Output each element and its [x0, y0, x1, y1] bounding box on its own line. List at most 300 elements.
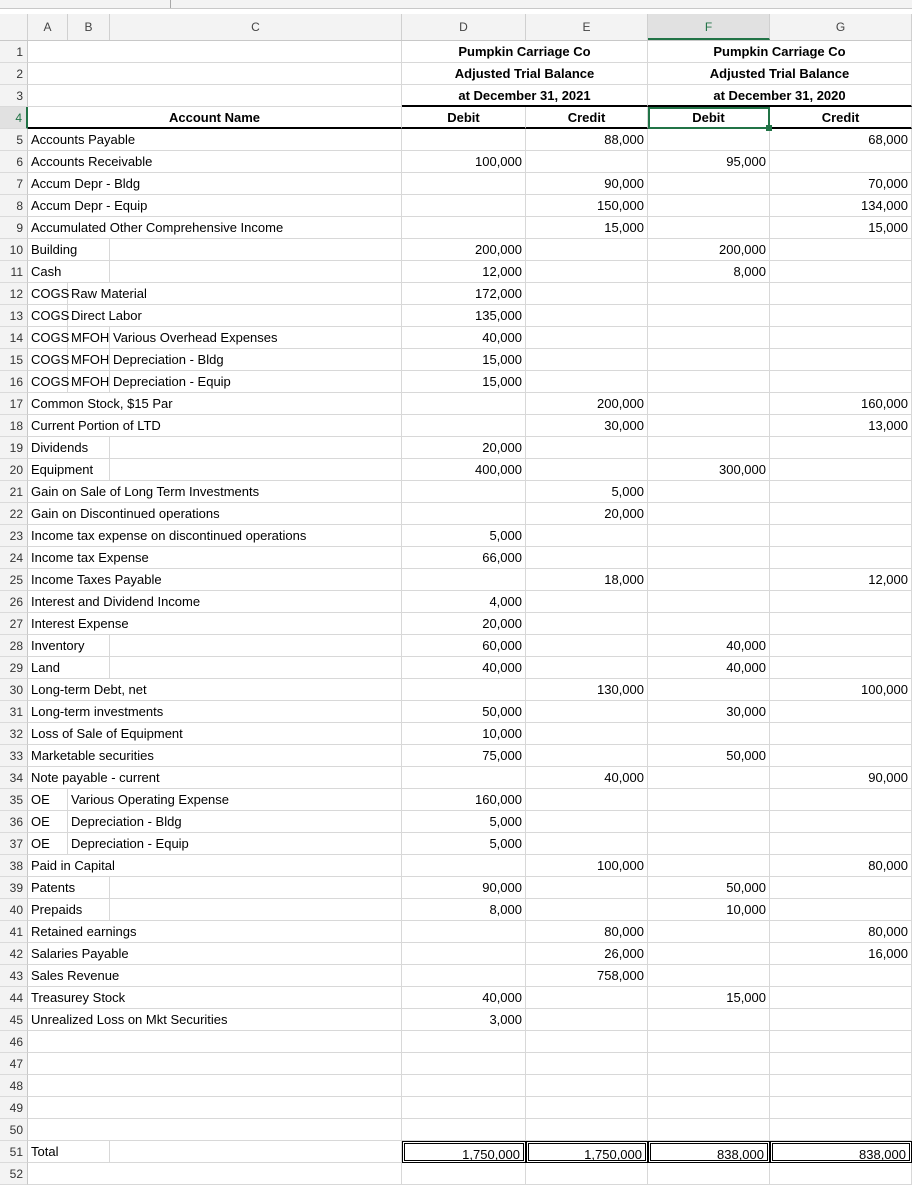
account-cell[interactable]: Marketable securities — [28, 745, 402, 767]
cell-empty[interactable] — [110, 899, 402, 921]
debit-2021-cell[interactable]: 66,000 — [402, 547, 526, 569]
total-debit-2021[interactable]: 1,750,000 — [402, 1141, 526, 1163]
row-number[interactable]: 4 — [0, 107, 28, 129]
debit-2020-cell[interactable] — [648, 349, 770, 371]
account-cell[interactable]: Accounts Receivable — [28, 151, 402, 173]
credit-2020-cell[interactable]: 80,000 — [770, 855, 912, 877]
cell-empty[interactable] — [28, 63, 402, 85]
row-number[interactable]: 48 — [0, 1075, 28, 1097]
debit-2020-cell[interactable]: 95,000 — [648, 151, 770, 173]
header-2020-line[interactable]: Pumpkin Carriage Co — [648, 41, 912, 63]
cell-empty[interactable] — [402, 1097, 526, 1119]
cell-empty[interactable] — [110, 877, 402, 899]
header-2020-line[interactable]: Adjusted Trial Balance — [648, 63, 912, 85]
credit-2021-cell[interactable] — [526, 745, 648, 767]
account-cell[interactable]: Salaries Payable — [28, 943, 402, 965]
debit-2021-cell[interactable]: 40,000 — [402, 327, 526, 349]
credit-2021-cell[interactable] — [526, 1009, 648, 1031]
debit-2021-cell[interactable] — [402, 965, 526, 987]
debit-2020-cell[interactable] — [648, 789, 770, 811]
debit-2020-cell[interactable] — [648, 613, 770, 635]
account-sub-cell[interactable]: Raw Material — [68, 283, 402, 305]
credit-2020-cell[interactable]: 90,000 — [770, 767, 912, 789]
credit-2021-cell[interactable]: 30,000 — [526, 415, 648, 437]
account-cell[interactable]: Inventory — [28, 635, 110, 657]
account-cell[interactable]: Income tax expense on discontinued operations — [28, 525, 402, 547]
credit-2021-cell[interactable]: 15,000 — [526, 217, 648, 239]
debit-2020-cell[interactable] — [648, 371, 770, 393]
account-cell[interactable]: Cash — [28, 261, 110, 283]
cell-empty[interactable] — [526, 1119, 648, 1141]
credit-header-2020[interactable]: Credit — [770, 107, 912, 129]
debit-2020-cell[interactable] — [648, 481, 770, 503]
credit-2020-cell[interactable] — [770, 151, 912, 173]
row-number[interactable]: 29 — [0, 657, 28, 679]
credit-2021-cell[interactable]: 26,000 — [526, 943, 648, 965]
header-2020-line[interactable]: at December 31, 2020 — [648, 85, 912, 107]
cell-empty[interactable] — [526, 1053, 648, 1075]
credit-2021-cell[interactable] — [526, 261, 648, 283]
account-cell[interactable]: Land — [28, 657, 110, 679]
credit-2021-cell[interactable] — [526, 525, 648, 547]
credit-2020-cell[interactable] — [770, 437, 912, 459]
account-detail-cell[interactable]: Various Overhead Expenses — [110, 327, 402, 349]
debit-2020-cell[interactable] — [648, 437, 770, 459]
row-number[interactable]: 12 — [0, 283, 28, 305]
debit-2021-cell[interactable] — [402, 415, 526, 437]
row-number[interactable]: 23 — [0, 525, 28, 547]
credit-2020-cell[interactable] — [770, 789, 912, 811]
credit-2021-cell[interactable] — [526, 591, 648, 613]
cell-empty[interactable] — [648, 1119, 770, 1141]
row-number[interactable]: 51 — [0, 1141, 28, 1163]
credit-2021-cell[interactable]: 150,000 — [526, 195, 648, 217]
account-cell[interactable]: Note payable - current — [28, 767, 402, 789]
account-cell[interactable]: Paid in Capital — [28, 855, 402, 877]
credit-2020-cell[interactable] — [770, 657, 912, 679]
row-number[interactable]: 44 — [0, 987, 28, 1009]
row-number[interactable]: 40 — [0, 899, 28, 921]
row-number[interactable]: 21 — [0, 481, 28, 503]
cell-empty[interactable] — [402, 1031, 526, 1053]
row-number[interactable]: 7 — [0, 173, 28, 195]
credit-2020-cell[interactable] — [770, 745, 912, 767]
column-header-b[interactable]: B — [68, 14, 110, 40]
cell-empty[interactable] — [648, 1075, 770, 1097]
debit-2020-cell[interactable] — [648, 811, 770, 833]
row-number[interactable]: 33 — [0, 745, 28, 767]
credit-2020-cell[interactable] — [770, 371, 912, 393]
row-number[interactable]: 1 — [0, 41, 28, 63]
cell-empty[interactable] — [402, 1163, 526, 1185]
row-number[interactable]: 5 — [0, 129, 28, 151]
credit-2021-cell[interactable]: 88,000 — [526, 129, 648, 151]
credit-2020-cell[interactable] — [770, 591, 912, 613]
credit-2021-cell[interactable]: 130,000 — [526, 679, 648, 701]
credit-2020-cell[interactable]: 68,000 — [770, 129, 912, 151]
debit-2020-cell[interactable] — [648, 833, 770, 855]
account-cell[interactable]: Interest Expense — [28, 613, 402, 635]
credit-2021-cell[interactable] — [526, 789, 648, 811]
account-cell[interactable]: Unrealized Loss on Mkt Securities — [28, 1009, 402, 1031]
debit-2021-cell[interactable]: 75,000 — [402, 745, 526, 767]
cell-empty[interactable] — [28, 1163, 402, 1185]
debit-2021-cell[interactable]: 5,000 — [402, 525, 526, 547]
credit-2020-cell[interactable]: 13,000 — [770, 415, 912, 437]
debit-2021-cell[interactable]: 15,000 — [402, 349, 526, 371]
debit-2021-cell[interactable] — [402, 393, 526, 415]
debit-2021-cell[interactable]: 15,000 — [402, 371, 526, 393]
debit-2020-cell[interactable] — [648, 767, 770, 789]
cell-empty[interactable] — [28, 1119, 402, 1141]
debit-2021-cell[interactable] — [402, 943, 526, 965]
debit-2020-cell[interactable]: 200,000 — [648, 239, 770, 261]
credit-2021-cell[interactable] — [526, 723, 648, 745]
row-number[interactable]: 25 — [0, 569, 28, 591]
credit-2021-cell[interactable] — [526, 437, 648, 459]
column-header-g[interactable]: G — [770, 14, 912, 40]
credit-2020-cell[interactable] — [770, 327, 912, 349]
cell-empty[interactable] — [770, 1053, 912, 1075]
debit-2021-cell[interactable] — [402, 503, 526, 525]
debit-2021-cell[interactable]: 5,000 — [402, 811, 526, 833]
credit-header-2021[interactable]: Credit — [526, 107, 648, 129]
debit-2021-cell[interactable]: 3,000 — [402, 1009, 526, 1031]
credit-2021-cell[interactable] — [526, 371, 648, 393]
row-number[interactable]: 20 — [0, 459, 28, 481]
row-number[interactable]: 27 — [0, 613, 28, 635]
credit-2020-cell[interactable] — [770, 547, 912, 569]
row-number[interactable]: 49 — [0, 1097, 28, 1119]
cell-empty[interactable] — [110, 1141, 402, 1163]
cell-empty[interactable] — [110, 239, 402, 261]
credit-2020-cell[interactable] — [770, 613, 912, 635]
debit-2020-cell[interactable] — [648, 173, 770, 195]
debit-2020-cell[interactable]: 30,000 — [648, 701, 770, 723]
row-number[interactable]: 34 — [0, 767, 28, 789]
cell-empty[interactable] — [110, 437, 402, 459]
debit-2021-cell[interactable]: 5,000 — [402, 833, 526, 855]
row-number[interactable]: 45 — [0, 1009, 28, 1031]
credit-2021-cell[interactable] — [526, 305, 648, 327]
debit-2021-cell[interactable] — [402, 855, 526, 877]
debit-2021-cell[interactable]: 400,000 — [402, 459, 526, 481]
debit-header-2021[interactable]: Debit — [402, 107, 526, 129]
account-cell[interactable]: Gain on Sale of Long Term Investments — [28, 481, 402, 503]
debit-2020-cell[interactable] — [648, 965, 770, 987]
fill-handle[interactable] — [766, 125, 772, 131]
debit-2020-cell[interactable] — [648, 305, 770, 327]
row-number[interactable]: 43 — [0, 965, 28, 987]
credit-2021-cell[interactable]: 200,000 — [526, 393, 648, 415]
debit-2021-cell[interactable]: 160,000 — [402, 789, 526, 811]
account-sub-cell[interactable]: MFOH — [68, 349, 110, 371]
credit-2020-cell[interactable] — [770, 305, 912, 327]
row-number[interactable]: 30 — [0, 679, 28, 701]
header-2021-line[interactable]: Pumpkin Carriage Co — [402, 41, 648, 63]
debit-2020-cell[interactable]: 300,000 — [648, 459, 770, 481]
debit-2020-cell[interactable]: 50,000 — [648, 877, 770, 899]
credit-2021-cell[interactable] — [526, 811, 648, 833]
account-cell[interactable]: Gain on Discontinued operations — [28, 503, 402, 525]
debit-2020-cell[interactable]: 50,000 — [648, 745, 770, 767]
credit-2020-cell[interactable]: 15,000 — [770, 217, 912, 239]
account-cell[interactable]: Interest and Dividend Income — [28, 591, 402, 613]
cell-empty[interactable] — [648, 1031, 770, 1053]
debit-2020-cell[interactable]: 40,000 — [648, 657, 770, 679]
account-cell[interactable]: Treasurey Stock — [28, 987, 402, 1009]
column-header-a[interactable]: A — [28, 14, 68, 40]
row-number[interactable]: 16 — [0, 371, 28, 393]
row-number[interactable]: 52 — [0, 1163, 28, 1185]
cell-empty[interactable] — [28, 1097, 402, 1119]
credit-2021-cell[interactable]: 40,000 — [526, 767, 648, 789]
credit-2020-cell[interactable]: 12,000 — [770, 569, 912, 591]
cell-empty[interactable] — [110, 635, 402, 657]
credit-2021-cell[interactable] — [526, 459, 648, 481]
account-sub-cell[interactable]: Various Operating Expense — [68, 789, 402, 811]
account-cell[interactable]: COGS — [28, 327, 68, 349]
debit-2020-cell[interactable] — [648, 217, 770, 239]
debit-2020-cell[interactable] — [648, 943, 770, 965]
account-cell[interactable]: Dividends — [28, 437, 110, 459]
header-2021-line[interactable]: Adjusted Trial Balance — [402, 63, 648, 85]
credit-2020-cell[interactable] — [770, 481, 912, 503]
debit-2021-cell[interactable]: 135,000 — [402, 305, 526, 327]
row-number[interactable]: 19 — [0, 437, 28, 459]
debit-2020-cell[interactable] — [648, 679, 770, 701]
account-cell[interactable]: OE — [28, 811, 68, 833]
row-number[interactable]: 46 — [0, 1031, 28, 1053]
debit-2020-cell[interactable] — [648, 591, 770, 613]
row-number[interactable]: 15 — [0, 349, 28, 371]
debit-2020-cell[interactable]: 8,000 — [648, 261, 770, 283]
account-cell[interactable]: COGS — [28, 305, 68, 327]
debit-2020-cell[interactable] — [648, 1009, 770, 1031]
credit-2020-cell[interactable] — [770, 811, 912, 833]
debit-2021-cell[interactable]: 60,000 — [402, 635, 526, 657]
debit-2021-cell[interactable] — [402, 481, 526, 503]
credit-2021-cell[interactable]: 80,000 — [526, 921, 648, 943]
debit-2021-cell[interactable]: 10,000 — [402, 723, 526, 745]
debit-2020-cell[interactable] — [648, 525, 770, 547]
account-cell[interactable]: Accum Depr - Equip — [28, 195, 402, 217]
credit-2020-cell[interactable] — [770, 349, 912, 371]
credit-2021-cell[interactable] — [526, 701, 648, 723]
account-cell[interactable]: COGS — [28, 349, 68, 371]
cell-empty[interactable] — [110, 459, 402, 481]
credit-2020-cell[interactable] — [770, 239, 912, 261]
credit-2020-cell[interactable]: 80,000 — [770, 921, 912, 943]
row-number[interactable]: 35 — [0, 789, 28, 811]
credit-2021-cell[interactable] — [526, 151, 648, 173]
cell-empty[interactable] — [648, 1163, 770, 1185]
cell-empty[interactable] — [28, 1075, 402, 1097]
debit-2020-cell[interactable] — [648, 327, 770, 349]
credit-2020-cell[interactable] — [770, 723, 912, 745]
debit-2021-cell[interactable] — [402, 129, 526, 151]
account-cell[interactable]: OE — [28, 833, 68, 855]
debit-2020-cell[interactable] — [648, 415, 770, 437]
column-header-c[interactable]: C — [110, 14, 402, 40]
debit-2021-cell[interactable] — [402, 569, 526, 591]
row-number[interactable]: 38 — [0, 855, 28, 877]
debit-2021-cell[interactable] — [402, 921, 526, 943]
cell-empty[interactable] — [770, 1075, 912, 1097]
cell-empty[interactable] — [402, 1075, 526, 1097]
account-cell[interactable]: Long-term investments — [28, 701, 402, 723]
debit-2020-cell[interactable] — [648, 503, 770, 525]
credit-2020-cell[interactable] — [770, 701, 912, 723]
row-number[interactable]: 9 — [0, 217, 28, 239]
credit-2021-cell[interactable] — [526, 899, 648, 921]
column-header-f[interactable]: F — [648, 14, 770, 40]
credit-2021-cell[interactable]: 90,000 — [526, 173, 648, 195]
row-number[interactable]: 8 — [0, 195, 28, 217]
cell-empty[interactable] — [770, 1119, 912, 1141]
row-number[interactable]: 14 — [0, 327, 28, 349]
row-number[interactable]: 36 — [0, 811, 28, 833]
cell-empty[interactable] — [402, 1119, 526, 1141]
debit-2020-cell[interactable] — [648, 283, 770, 305]
debit-2020-cell[interactable]: 15,000 — [648, 987, 770, 1009]
credit-2021-cell[interactable] — [526, 833, 648, 855]
row-number[interactable]: 41 — [0, 921, 28, 943]
debit-2021-cell[interactable] — [402, 173, 526, 195]
debit-2021-cell[interactable] — [402, 679, 526, 701]
cell-empty[interactable] — [28, 1053, 402, 1075]
account-cell[interactable]: Long-term Debt, net — [28, 679, 402, 701]
row-number[interactable]: 17 — [0, 393, 28, 415]
debit-2021-cell[interactable]: 8,000 — [402, 899, 526, 921]
credit-2020-cell[interactable] — [770, 283, 912, 305]
cell-empty[interactable] — [526, 1075, 648, 1097]
row-number[interactable]: 6 — [0, 151, 28, 173]
cell-empty[interactable] — [110, 657, 402, 679]
cell-empty[interactable] — [770, 1031, 912, 1053]
credit-2021-cell[interactable] — [526, 635, 648, 657]
cell-empty[interactable] — [770, 1163, 912, 1185]
account-cell[interactable]: COGS — [28, 283, 68, 305]
row-number[interactable]: 18 — [0, 415, 28, 437]
column-header-d[interactable]: D — [402, 14, 526, 40]
debit-2021-cell[interactable]: 12,000 — [402, 261, 526, 283]
debit-2020-cell[interactable] — [648, 195, 770, 217]
account-sub-cell[interactable]: Direct Labor — [68, 305, 402, 327]
credit-2020-cell[interactable] — [770, 525, 912, 547]
credit-2020-cell[interactable]: 100,000 — [770, 679, 912, 701]
cell-empty[interactable] — [28, 85, 402, 107]
credit-2021-cell[interactable] — [526, 239, 648, 261]
account-cell[interactable]: COGS — [28, 371, 68, 393]
cell-empty[interactable] — [648, 1053, 770, 1075]
credit-2021-cell[interactable] — [526, 327, 648, 349]
cell-empty[interactable] — [110, 261, 402, 283]
credit-2020-cell[interactable] — [770, 899, 912, 921]
total-debit-2020[interactable]: 838,000 — [648, 1141, 770, 1163]
debit-2021-cell[interactable]: 50,000 — [402, 701, 526, 723]
select-all-corner[interactable] — [0, 14, 28, 40]
account-detail-cell[interactable]: Depreciation - Equip — [110, 371, 402, 393]
debit-2021-cell[interactable]: 172,000 — [402, 283, 526, 305]
debit-2021-cell[interactable]: 40,000 — [402, 657, 526, 679]
account-cell[interactable]: Accum Depr - Bldg — [28, 173, 402, 195]
cell-empty[interactable] — [402, 1053, 526, 1075]
credit-2021-cell[interactable] — [526, 283, 648, 305]
row-number[interactable]: 42 — [0, 943, 28, 965]
debit-2021-cell[interactable]: 200,000 — [402, 239, 526, 261]
credit-2021-cell[interactable] — [526, 987, 648, 1009]
credit-2020-cell[interactable]: 16,000 — [770, 943, 912, 965]
credit-2020-cell[interactable] — [770, 503, 912, 525]
row-number[interactable]: 11 — [0, 261, 28, 283]
row-number[interactable]: 22 — [0, 503, 28, 525]
column-header-e[interactable]: E — [526, 14, 648, 40]
cell-empty[interactable] — [28, 1031, 402, 1053]
debit-2020-cell[interactable] — [648, 129, 770, 151]
debit-2020-cell[interactable] — [648, 855, 770, 877]
account-cell[interactable]: Income tax Expense — [28, 547, 402, 569]
debit-2020-cell[interactable] — [648, 569, 770, 591]
row-number[interactable]: 10 — [0, 239, 28, 261]
credit-2020-cell[interactable]: 134,000 — [770, 195, 912, 217]
credit-2021-cell[interactable]: 20,000 — [526, 503, 648, 525]
account-cell[interactable]: Equipment — [28, 459, 110, 481]
account-cell[interactable]: Patents — [28, 877, 110, 899]
total-credit-2021[interactable]: 1,750,000 — [526, 1141, 648, 1163]
credit-2020-cell[interactable] — [770, 1009, 912, 1031]
debit-2021-cell[interactable]: 90,000 — [402, 877, 526, 899]
account-cell[interactable]: Current Portion of LTD — [28, 415, 402, 437]
credit-2020-cell[interactable] — [770, 965, 912, 987]
credit-2021-cell[interactable] — [526, 547, 648, 569]
row-number[interactable]: 50 — [0, 1119, 28, 1141]
row-number[interactable]: 37 — [0, 833, 28, 855]
row-number[interactable]: 13 — [0, 305, 28, 327]
account-cell[interactable]: Common Stock, $15 Par — [28, 393, 402, 415]
debit-2021-cell[interactable] — [402, 195, 526, 217]
debit-2020-cell[interactable]: 10,000 — [648, 899, 770, 921]
row-number[interactable]: 26 — [0, 591, 28, 613]
credit-2020-cell[interactable]: 70,000 — [770, 173, 912, 195]
cell-empty[interactable] — [526, 1097, 648, 1119]
row-number[interactable]: 28 — [0, 635, 28, 657]
credit-2021-cell[interactable] — [526, 877, 648, 899]
header-2021-line[interactable]: at December 31, 2021 — [402, 85, 648, 107]
account-cell[interactable]: Building — [28, 239, 110, 261]
account-cell[interactable]: OE — [28, 789, 68, 811]
row-number[interactable]: 3 — [0, 85, 28, 107]
account-cell[interactable]: Retained earnings — [28, 921, 402, 943]
account-detail-cell[interactable]: Depreciation - Bldg — [110, 349, 402, 371]
credit-2020-cell[interactable] — [770, 459, 912, 481]
credit-2021-cell[interactable] — [526, 657, 648, 679]
account-name-header[interactable]: Account Name — [28, 107, 402, 129]
debit-2021-cell[interactable] — [402, 217, 526, 239]
credit-2020-cell[interactable] — [770, 635, 912, 657]
account-sub-cell[interactable]: Depreciation - Bldg — [68, 811, 402, 833]
debit-2020-cell[interactable] — [648, 921, 770, 943]
credit-2020-cell[interactable] — [770, 877, 912, 899]
debit-2020-cell[interactable] — [648, 547, 770, 569]
account-cell[interactable]: Prepaids — [28, 899, 110, 921]
credit-2021-cell[interactable] — [526, 613, 648, 635]
credit-2021-cell[interactable] — [526, 349, 648, 371]
row-number[interactable]: 32 — [0, 723, 28, 745]
credit-2020-cell[interactable] — [770, 833, 912, 855]
credit-2020-cell[interactable] — [770, 987, 912, 1009]
debit-2021-cell[interactable]: 40,000 — [402, 987, 526, 1009]
